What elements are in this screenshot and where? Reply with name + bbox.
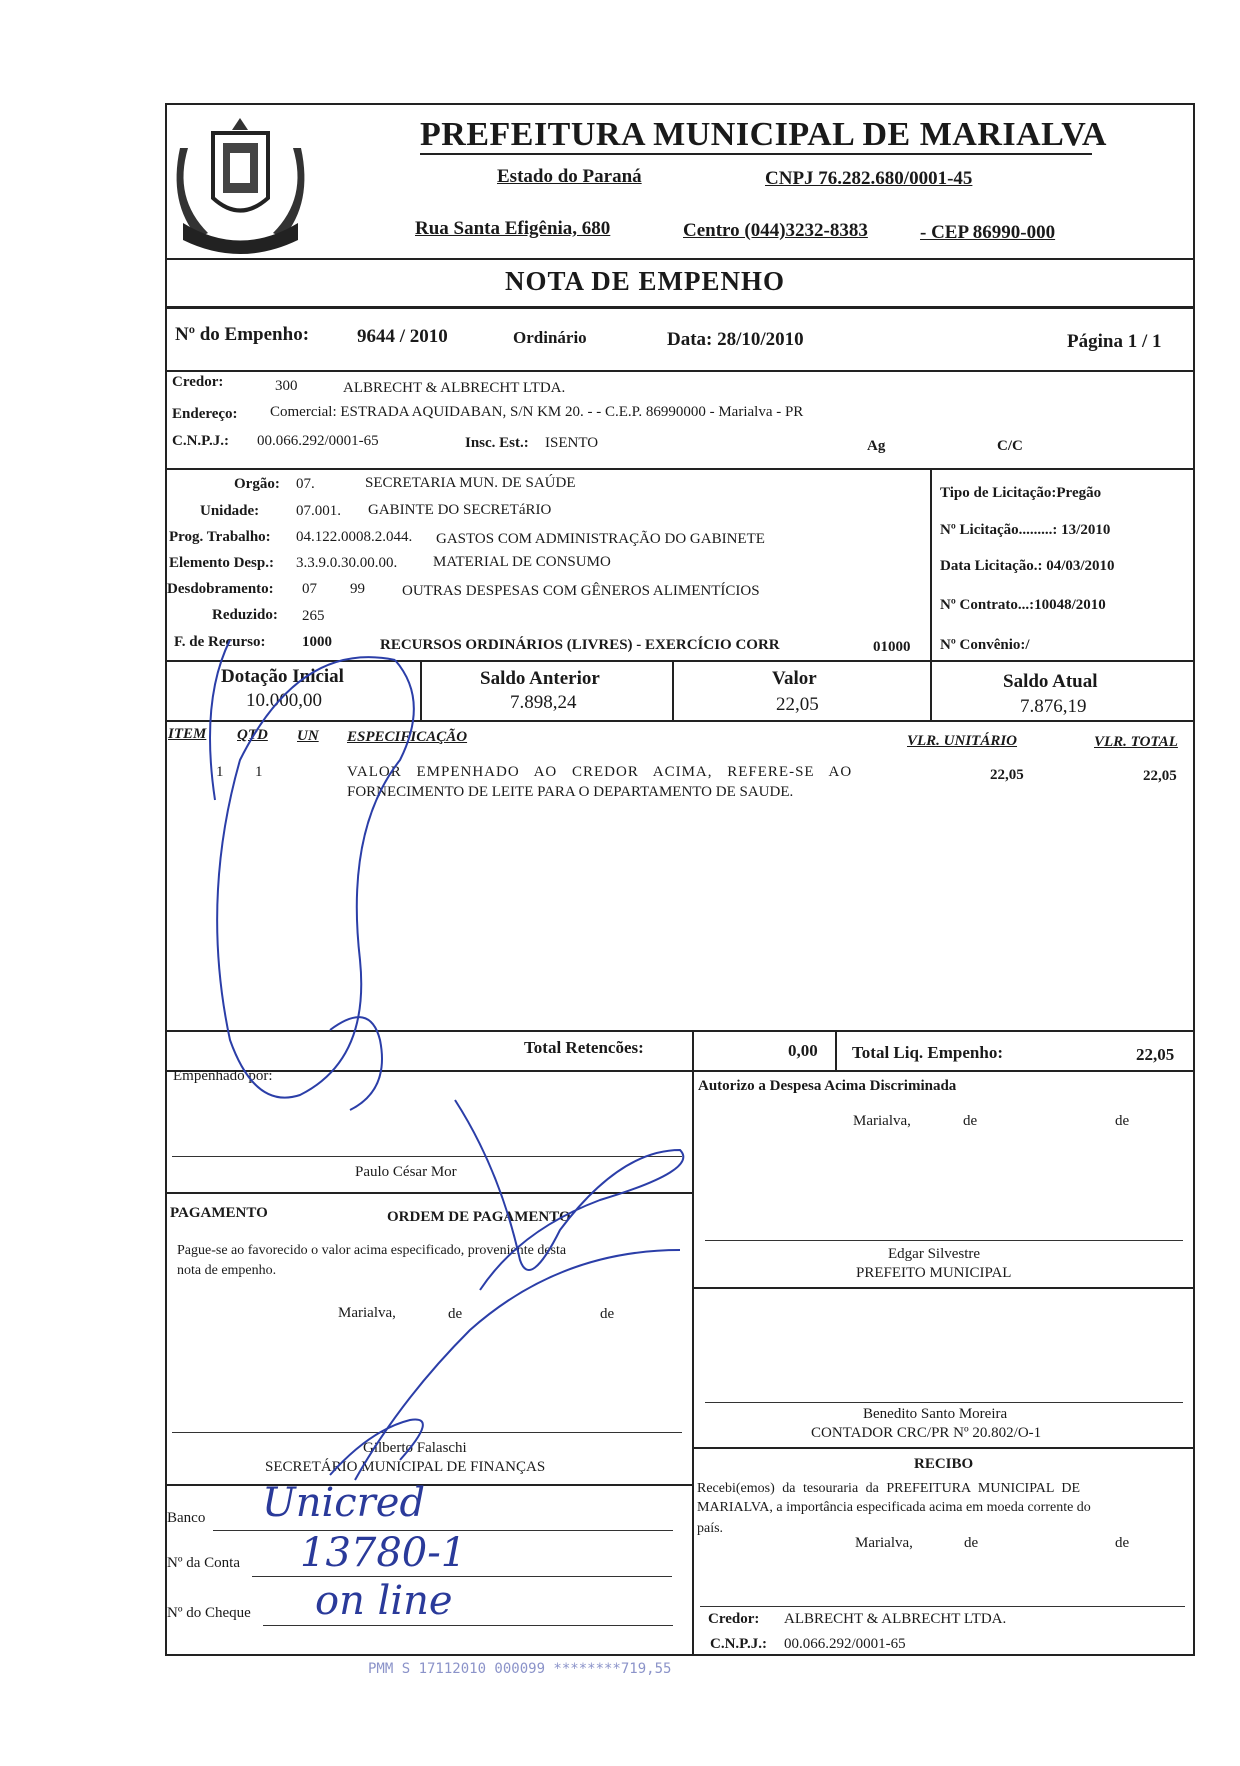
total-liquido-value: 22,05 xyxy=(1136,1045,1175,1064)
numero-convenio: Nº Convênio:/ xyxy=(940,637,1030,653)
pagamento-label: PAGAMENTO xyxy=(170,1205,268,1221)
recibo-de2: de xyxy=(1115,1535,1130,1551)
orgao-code: 07. xyxy=(296,476,315,492)
unidade-code: 07.001. xyxy=(296,503,341,519)
empenhado-signature-line xyxy=(172,1156,682,1157)
contador-name: Benedito Santo Moreira xyxy=(863,1406,1008,1422)
cheque-label: Nº do Cheque xyxy=(167,1605,251,1621)
table-row-spec-line1: VALOR EMPENHADO AO CREDOR ACIMA, REFERE-SE AO xyxy=(347,764,853,780)
recibo-credor-name: ALBRECHT & ALBRECHT LTDA. xyxy=(784,1611,1007,1627)
prefeito-signature-line xyxy=(705,1240,1183,1241)
center-column-line xyxy=(692,1030,694,1655)
total-retencoes-value: 0,00 xyxy=(788,1041,818,1060)
dotacao-label: Dotação Inicial xyxy=(221,666,344,687)
fonte-name: RECURSOS ORDINÁRIOS (LIVRES) - EXERCÍCIO CORR xyxy=(380,637,780,653)
autorizo-de1: de xyxy=(963,1113,978,1129)
prefeito-role: PREFEITO MUNICIPAL xyxy=(856,1265,1012,1281)
recibo-cnpj-label: C.N.P.J.: xyxy=(710,1636,767,1652)
autorizo-de2: de xyxy=(1115,1113,1130,1129)
col-header-item: ITEM xyxy=(168,726,207,742)
payment-stamp: PMM S 17112010 000099 ********719,55 xyxy=(368,1661,672,1677)
contador-signature-line xyxy=(705,1402,1183,1403)
numero-contrato: Nº Contrato...:10048/2010 xyxy=(940,597,1106,613)
pagamento-signature-line xyxy=(172,1432,682,1433)
nota-de-empenho-title: NOTA DE EMPENHO xyxy=(505,266,786,296)
valor-label: Valor xyxy=(772,668,817,689)
table-row-item: 1 xyxy=(216,764,224,780)
empenhado-divider xyxy=(165,1192,692,1194)
orgao-name: SECRETARIA MUN. DE SAÚDE xyxy=(365,475,576,491)
licitacao-separator xyxy=(930,468,932,660)
pagamento-text-line1: Pague-se ao favorecido o valor acima especificado, proveniente desta xyxy=(177,1243,567,1258)
address-field-label: Endereço: xyxy=(172,406,238,422)
saldo-atual-value: 7.876,19 xyxy=(1020,696,1087,717)
autorizo-label: Autorizo a Despesa Acima Discriminada xyxy=(698,1078,957,1094)
desdobramento-code2: 99 xyxy=(350,581,365,597)
cnpj-label: CNPJ 76.282.680/0001-45 xyxy=(765,168,973,189)
col-header-qtd: QTD xyxy=(237,727,268,743)
col-header-vlr-unitario: VLR. UNITÁRIO xyxy=(907,733,1018,749)
page-number: Página 1 / 1 xyxy=(1067,331,1162,352)
recibo-text-line3: país. xyxy=(697,1521,724,1536)
totals-divider xyxy=(165,1070,1195,1072)
credor-divider xyxy=(165,468,1195,470)
desdobramento-code1: 07 xyxy=(302,581,317,597)
address-label: Rua Santa Efigênia, 680 xyxy=(415,218,611,239)
valor-value: 22,05 xyxy=(776,694,819,715)
fonte-label: F. de Recurso: xyxy=(174,634,266,650)
data-licitacao: Data Licitação.: 04/03/2010 xyxy=(940,558,1115,574)
table-row-vlr-unitario: 22,05 xyxy=(990,767,1024,783)
ag-label: Ag xyxy=(867,438,886,454)
reduzido-label: Reduzido: xyxy=(212,607,278,623)
pagamento-de2: de xyxy=(600,1306,615,1322)
prog-name: GASTOS COM ADMINISTRAÇÃO DO GABINETE xyxy=(436,531,765,547)
prefeito-name: Edgar Silvestre xyxy=(888,1246,981,1262)
recibo-cnpj: 00.066.292/0001-65 xyxy=(784,1636,906,1652)
conta-handwritten: 13780-1 xyxy=(300,1530,467,1576)
pagamento-text-line2: nota de empenho. xyxy=(177,1263,277,1278)
empenhado-name: Paulo César Mor xyxy=(355,1164,457,1180)
recibo-signature-line xyxy=(700,1606,1185,1607)
col-header-especificacao: ESPECIFICAÇÃO xyxy=(347,729,468,745)
recibo-label: RECIBO xyxy=(914,1456,974,1472)
pagamento-city: Marialva, xyxy=(338,1305,396,1321)
numero-licitacao: Nº Licitação.........: 13/2010 xyxy=(940,522,1111,538)
total-retencoes-label: Total Retencões: xyxy=(524,1038,644,1057)
saldo-anterior-label: Saldo Anterior xyxy=(480,668,600,689)
prefeitura-title: PREFEITURA MUNICIPAL DE MARIALVA xyxy=(420,116,1107,153)
contador-divider xyxy=(692,1447,1195,1449)
contador-role: CONTADOR CRC/PR Nº 20.802/O-1 xyxy=(811,1425,1042,1441)
fonte-code: 1000 xyxy=(302,634,332,650)
table-row-spec-line2: FORNECIMENTO DE LEITE PARA O DEPARTAMENTO DE SAUDE. xyxy=(347,784,794,800)
elemento-name: MATERIAL DE CONSUMO xyxy=(433,554,611,570)
dotacao-value: 10.000,00 xyxy=(246,690,322,711)
header-divider xyxy=(165,258,1195,260)
empenho-date: Data: 28/10/2010 xyxy=(667,329,804,350)
recibo-text-line2: MARIALVA, a importância especificada acima em moeda corrente do xyxy=(697,1500,1091,1515)
orgao-label: Orgão: xyxy=(234,476,280,492)
conta-line xyxy=(252,1576,672,1577)
recibo-text-line1: Recebi(emos) da tesouraria da PREFEITURA MUNICIPAL DE xyxy=(697,1481,1081,1496)
credor-cnpj-label: C.N.P.J.: xyxy=(172,433,229,449)
secretario-name: Gilberto Falaschi xyxy=(363,1440,467,1456)
banco-label: Banco xyxy=(167,1510,206,1526)
pagamento-de1: de xyxy=(448,1306,463,1322)
cheque-handwritten: on line xyxy=(315,1578,453,1624)
totals-separator xyxy=(835,1030,837,1070)
empenho-type: Ordinário xyxy=(513,328,587,347)
total-liquido-label: Total Liq. Empenho: xyxy=(852,1043,1003,1062)
table-row-qtd: 1 xyxy=(255,764,263,780)
credor-label: Credor: xyxy=(172,374,224,390)
recibo-city: Marialva, xyxy=(855,1535,913,1551)
prog-code: 04.122.0008.2.044. xyxy=(296,529,413,545)
elemento-label: Elemento Desp.: xyxy=(169,555,274,571)
state-label: Estado do Paraná xyxy=(497,166,642,187)
empenho-divider xyxy=(165,370,1195,372)
ordem-pagamento-label: ORDEM DE PAGAMENTO xyxy=(387,1209,571,1225)
empenho-number-label: Nº do Empenho: xyxy=(175,324,310,345)
conta-label: Nº da Conta xyxy=(167,1555,240,1571)
autorizo-city: Marialva, xyxy=(853,1113,911,1129)
coat-of-arms-icon xyxy=(168,108,313,258)
title-divider xyxy=(165,306,1195,309)
items-divider xyxy=(165,1030,1195,1032)
desdobramento-name: OUTRAS DESPESAS COM GÊNEROS ALIMENTÍCIOS xyxy=(402,583,760,599)
credor-cnpj: 00.066.292/0001-65 xyxy=(257,433,379,449)
prefeito-divider xyxy=(692,1287,1195,1289)
saldo-anterior-value: 7.898,24 xyxy=(510,692,577,713)
saldo-sep-2 xyxy=(672,660,674,720)
secretario-role: SECRETÁRIO MUNICIPAL DE FINANÇAS xyxy=(265,1459,546,1475)
credor-code: 300 xyxy=(275,378,298,394)
saldo-sep-1 xyxy=(420,660,422,720)
saldo-divider xyxy=(165,720,1195,722)
budget-divider xyxy=(165,660,1195,662)
credor-name: ALBRECHT & ALBRECHT LTDA. xyxy=(343,380,566,396)
title-underline xyxy=(420,153,1092,155)
insc-label: Insc. Est.: xyxy=(465,435,529,451)
cc-label: C/C xyxy=(997,438,1023,454)
cep-label: - CEP 86990-000 xyxy=(920,222,1056,243)
prog-label: Prog. Trabalho: xyxy=(169,529,271,545)
tipo-licitacao: Tipo de Licitação:Pregão xyxy=(940,485,1102,501)
reduzido-code: 265 xyxy=(302,608,325,624)
cheque-line xyxy=(263,1625,673,1626)
col-header-vlr-total: VLR. TOTAL xyxy=(1094,734,1178,750)
empenhado-por-label: Empenhado por: xyxy=(173,1068,273,1084)
unidade-label: Unidade: xyxy=(200,503,260,519)
district-phone-label: Centro (044)3232-8383 xyxy=(683,220,868,241)
fonte-code2: 01000 xyxy=(873,639,911,655)
saldo-sep-3 xyxy=(930,660,932,720)
insc-value: ISENTO xyxy=(545,435,599,451)
banco-handwritten: Unicred xyxy=(262,1480,426,1526)
secretario-divider xyxy=(165,1484,692,1486)
unidade-name: GABINTE DO SECRETáRIO xyxy=(368,502,552,518)
table-row-vlr-total: 22,05 xyxy=(1143,768,1177,784)
col-header-un: UN xyxy=(297,728,319,744)
desdobramento-label: Desdobramento: xyxy=(167,581,274,597)
empenho-number: 9644 / 2010 xyxy=(357,326,448,347)
recibo-de1: de xyxy=(964,1535,979,1551)
elemento-code: 3.3.9.0.30.00.00. xyxy=(296,555,398,571)
credor-address: Comercial: ESTRADA AQUIDABAN, S/N KM 20. - - C.E.P. 86990000 - Marialva - PR xyxy=(270,404,804,420)
saldo-atual-label: Saldo Atual xyxy=(1003,671,1098,692)
recibo-credor-label: Credor: xyxy=(708,1611,760,1627)
